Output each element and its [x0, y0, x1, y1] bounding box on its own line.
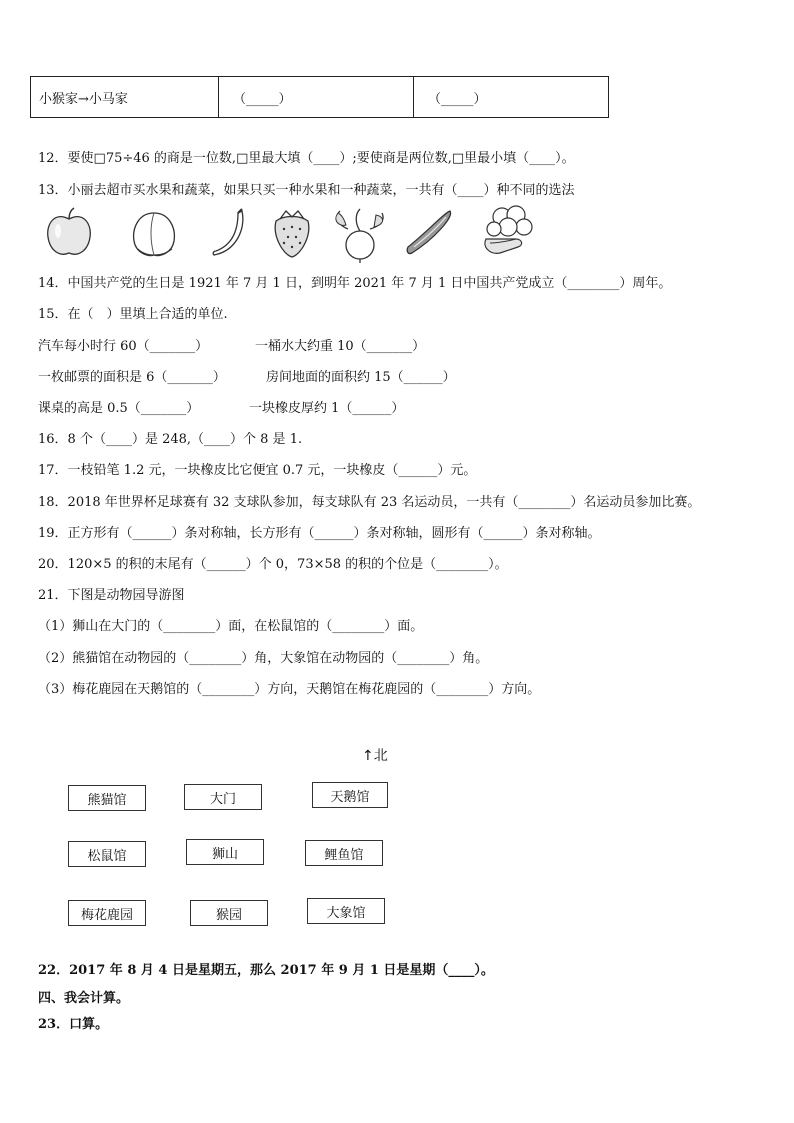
- answer-cell[interactable]: （_____）: [414, 77, 609, 118]
- route-cell: 小猴家→小马家: [31, 77, 219, 118]
- cauliflower-icon: [478, 203, 540, 259]
- lion-hill-box: 狮山: [186, 839, 264, 865]
- question-15-b1: 一枚邮票的面积是 6（_______）: [38, 370, 226, 385]
- question-16: 16．8 个（____）是 248,（____）个 8 是 1.: [38, 432, 303, 447]
- question-20: 20．120×5 的积的末尾有（______）个 0，73×58 的积的个位是（________）。: [38, 557, 508, 572]
- swan-house-box: 天鹅馆: [312, 782, 388, 808]
- question-21-2: （2）熊猫馆在动物园的（________）角，大象馆在动物园的（________）角。: [38, 651, 489, 666]
- elephant-house-box: 大象馆: [307, 898, 385, 924]
- question-15-b2: 房间地面的面积约 15（______）: [266, 370, 456, 385]
- question-23: 23．口算。: [38, 1017, 109, 1032]
- carp-house-box: 鲤鱼馆: [305, 840, 383, 866]
- route-table: [30, 76, 609, 118]
- apple-icon: [44, 207, 94, 259]
- gate-box: 大门: [184, 784, 262, 810]
- answer-cell[interactable]: （_____）: [219, 77, 414, 118]
- radish-icon: [330, 207, 390, 263]
- question-12: 12．要使□75÷46 的商是一位数,□里最大填（____）;要使商是两位数,□里最小填（____）。: [38, 151, 575, 166]
- peach-icon: [128, 207, 180, 259]
- question-13: 13．小丽去超市买水果和蔬菜，如果只买一种水果和一种蔬菜，一共有（____）种不同的选法: [38, 183, 575, 198]
- squirrel-house-box: 松鼠馆: [68, 841, 146, 867]
- question-15-a1: 汽车每小时行 60（_______）: [38, 339, 209, 354]
- question-22: 22．2017 年 8 月 4 日是星期五，那么 2017 年 9 月 1 日是星期（____）。: [38, 963, 494, 978]
- question-21: 21．下图是动物园导游图: [38, 588, 185, 603]
- deer-garden-box: 梅花鹿园: [68, 900, 146, 926]
- table-row: [31, 77, 609, 118]
- north-label: ↑北: [362, 748, 388, 764]
- question-17: 17．一枝铅笔 1.2 元，一块橡皮比它便宜 0.7 元，一块橡皮（______）元。: [38, 463, 477, 478]
- section-heading: 四、我会计算。: [38, 991, 130, 1006]
- question-21-1: （1）狮山在大门的（________）面，在松鼠馆的（________）面。: [38, 619, 424, 634]
- banana-icon: [208, 207, 248, 259]
- question-15: 15．在（ ）里填上合适的单位.: [38, 307, 228, 322]
- monkey-garden-box: 猴园: [190, 900, 268, 926]
- question-18: 18．2018 年世界杯足球赛有 32 支球队参加，每支球队有 23 名运动员，一共有（________）名运动员参加比赛。: [38, 495, 701, 510]
- question-15-a2: 一桶水大约重 10（_______）: [255, 339, 426, 354]
- question-21-3: （3）梅花鹿园在天鹅馆的（________）方向，天鹅馆在梅花鹿园的（________）方向。: [38, 682, 541, 697]
- question-15-c2: 一块橡皮厚约 1（______）: [249, 401, 405, 416]
- question-19: 19．正方形有（______）条对称轴，长方形有（______）条对称轴，圆形有（______）条对称轴。: [38, 526, 601, 541]
- cucumber-icon: [404, 207, 456, 259]
- question-14: 14．中国共产党的生日是 1921 年 7 月 1 日，到明年 2021 年 7 月 1 日中国共产党成立（________）周年。: [38, 276, 672, 291]
- panda-house-box: 熊猫馆: [68, 785, 146, 811]
- strawberry-icon: [270, 207, 314, 259]
- question-15-c1: 课桌的高是 0.5（_______）: [38, 401, 200, 416]
